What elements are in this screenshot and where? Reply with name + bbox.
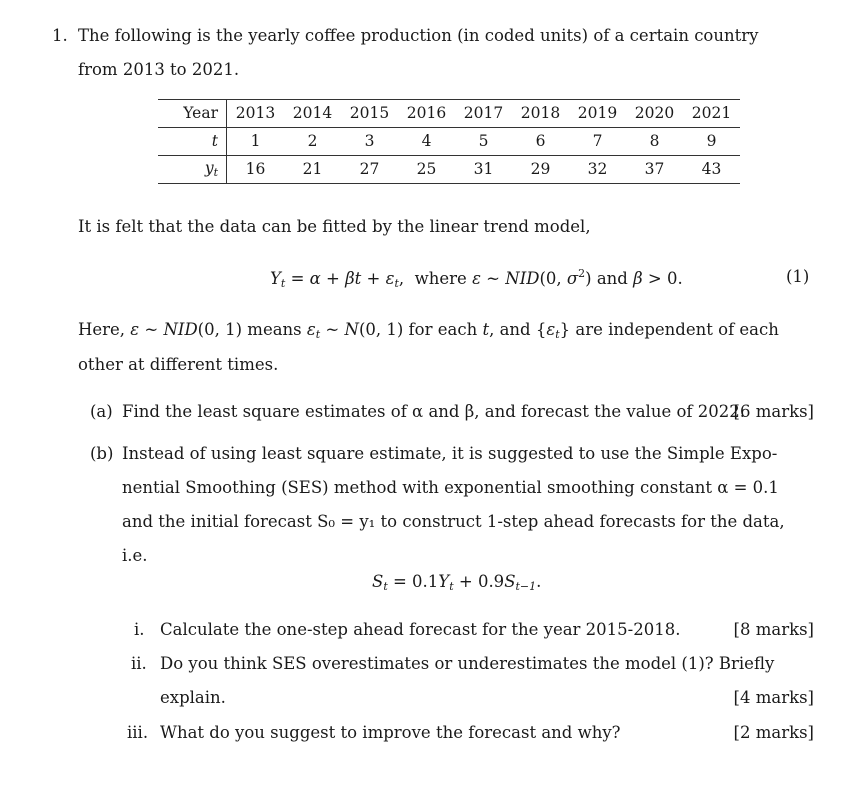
model-equation: $Y_t = \alpha + \beta t + \varepsilon_t$, where ε ~ NID(0, $\sigma^2$) and β > 0. <box>270 267 683 290</box>
part-a-label: (a) <box>90 402 113 421</box>
y-cell: 29 <box>530 159 551 178</box>
definition-line-1: Here, ε ~ NID(0, 1) means $\varepsilon_t$ ~ N(0, 1) for each t, and $\{\varepsilon_t\}$ are independent of each <box>78 320 779 341</box>
year-cell: 2018 <box>512 100 569 128</box>
t-cell: 1 <box>227 128 285 156</box>
year-cell: 2014 <box>284 100 341 128</box>
row-label-y: $y_t$ <box>158 156 227 184</box>
sub-iii-marks: [2 marks] <box>733 723 814 742</box>
y-cell: 37 <box>644 159 665 178</box>
sub-i-text: Calculate the one-step ahead forecast for the year 2015-2018. <box>160 620 681 639</box>
definition-line-2: other at different times. <box>78 355 279 374</box>
ses-equation: $S_t = 0.1Y_t + 0.9S_{t-1}$. <box>372 572 542 593</box>
y-cell: 43 <box>701 159 722 178</box>
intro-line-1: The following is the yearly coffee production (in coded units) of a certain country <box>78 26 759 45</box>
sub-ii-line-1: Do you think SES overestimates or underestimates the model (1)? Briefly <box>160 654 775 673</box>
year-cell: 2015 <box>341 100 398 128</box>
sub-i-label: i. <box>134 620 145 639</box>
year-cell: 2019 <box>569 100 626 128</box>
intro-line-2: from 2013 to 2021. <box>78 60 240 79</box>
table-row-year <box>158 100 740 128</box>
part-a-marks: [6 marks] <box>733 402 814 421</box>
part-b-label: (b) <box>90 444 114 463</box>
y-cell: 27 <box>359 159 380 178</box>
y-cell: 31 <box>473 159 494 178</box>
t-cell: 2 <box>284 128 341 156</box>
row-label-t: t <box>158 128 227 156</box>
production-table <box>158 99 740 184</box>
sub-i-marks: [8 marks] <box>733 620 814 639</box>
sub-iii-label: iii. <box>127 723 149 742</box>
t-cell: 7 <box>569 128 626 156</box>
y-cell: 21 <box>302 159 323 178</box>
t-cell: 4 <box>398 128 455 156</box>
t-cell: 9 <box>683 128 740 156</box>
year-cell: 2016 <box>398 100 455 128</box>
t-cell: 8 <box>626 128 683 156</box>
t-cell: 5 <box>455 128 512 156</box>
table-row-y <box>158 156 740 184</box>
row-label-year: Year <box>158 100 227 128</box>
part-b-line-1: Instead of using least square estimate, it is suggested to use the Simple Expo- <box>122 444 778 463</box>
part-b-line-3: and the initial forecast S₀ = y₁ to construct 1-step ahead forecasts for the data, <box>122 512 785 531</box>
y-cell: 25 <box>416 159 437 178</box>
question-number: 1. <box>52 26 68 45</box>
t-cell: 3 <box>341 128 398 156</box>
model-intro: It is felt that the data can be fitted by the linear trend model, <box>78 217 591 236</box>
y-cell: 16 <box>245 159 266 178</box>
year-cell: 2017 <box>455 100 512 128</box>
year-cell: 2020 <box>626 100 683 128</box>
part-a-text: Find the least square estimates of α and β, and forecast the value of 2022. <box>122 402 745 421</box>
sub-ii-line-2: explain. <box>160 688 226 707</box>
y-cell: 32 <box>587 159 608 178</box>
t-cell: 6 <box>512 128 569 156</box>
table-row-t <box>158 128 740 156</box>
equation-number: (1) <box>786 267 810 286</box>
year-cell: 2013 <box>227 100 285 128</box>
year-cell: 2021 <box>683 100 740 128</box>
sub-iii-text: What do you suggest to improve the forecast and why? <box>160 723 621 742</box>
sub-ii-marks: [4 marks] <box>733 688 814 707</box>
part-b-line-2: nential Smoothing (SES) method with exponential smoothing constant α = 0.1 <box>122 478 779 497</box>
part-b-line-4: i.e. <box>122 546 148 565</box>
sub-ii-label: ii. <box>131 654 147 673</box>
